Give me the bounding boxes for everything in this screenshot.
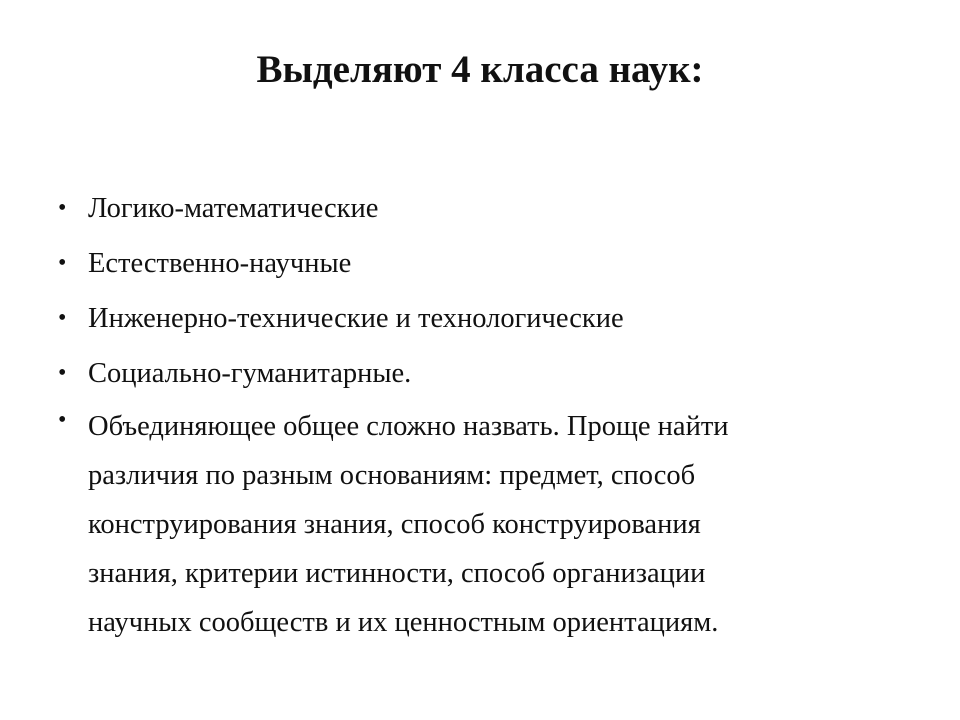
list-item — [58, 294, 624, 343]
paragraph-line: различия по разным основаниям: предмет, способ — [88, 460, 696, 491]
list-item — [58, 349, 412, 398]
bullet-icon: • — [58, 407, 67, 433]
paragraph-line: конструирования знания, способ конструирования — [88, 509, 701, 540]
bullet-icon: • — [58, 305, 67, 331]
list-item-text: Естественно-научные — [88, 248, 352, 279]
list-item-text: Логико-математические — [88, 193, 379, 224]
bullet-icon: • — [58, 250, 67, 276]
bullet-icon: • — [58, 195, 67, 221]
slide-title: Выделяют 4 класса наук: — [256, 48, 704, 91]
paragraph-line: научных сообществ и их ценностным ориентациям. — [88, 607, 719, 638]
list-item — [58, 239, 352, 288]
bullet-icon: • — [58, 360, 67, 386]
paragraph-line: Объединяющее общее сложно назвать. Проще найти — [88, 411, 729, 442]
paragraph-line: знания, критерии истинности, способ организации — [88, 558, 706, 589]
list-item-paragraph — [58, 402, 729, 647]
list-item-text: Социально-гуманитарные. — [88, 358, 412, 389]
list-item-text: Инженерно-технические и технологические — [88, 303, 624, 334]
list-item — [58, 184, 379, 233]
